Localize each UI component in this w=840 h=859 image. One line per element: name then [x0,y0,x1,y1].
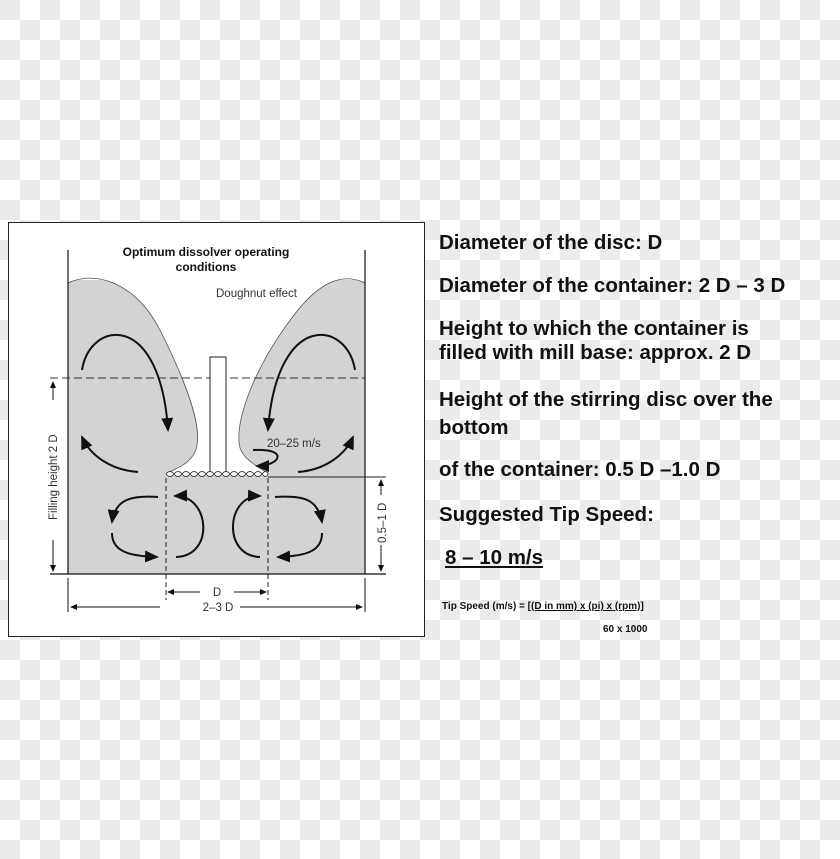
formula-numerator: [(D in mm) x (pi) x (rpm)] [527,601,644,612]
tip-speed-value: 8 – 10 m/s [445,546,544,569]
diagram-title-2: conditions [175,260,237,274]
diagram-title-1: Optimum dissolver operating [122,245,290,259]
text-container-diameter: Diameter of the container: 2 D – 3 D [439,274,786,297]
disc-height-label: 0.5–1 D [377,502,389,543]
doughnut-label: Doughnut effect [216,288,297,300]
formula [442,601,644,612]
text-disc-height-3: of the container: 0.5 D –1.0 D [439,458,721,481]
text-disc-diameter: Diameter of the disc: D [439,231,663,254]
formula-denominator: 60 x 1000 [603,624,648,635]
text-fill-height-1: Height to which the container is [439,317,749,340]
speed-label: 20–25 m/s [267,438,321,450]
formula-lhs: Tip Speed (m/s) = [442,601,528,612]
text-disc-height-1: Height of the stirring disc over the [439,388,773,411]
text-tip-speed-heading: Suggested Tip Speed: [439,503,654,526]
shaft [210,357,226,474]
disc-diameter-label: D [212,587,222,599]
text-fill-height-2: filled with mill base: approx. 2 D [439,341,752,364]
container-diameter-label: 2–3 D [202,602,234,614]
filling-height-label: Filling height 2 D [48,434,60,520]
text-disc-height-2: bottom [439,416,509,439]
